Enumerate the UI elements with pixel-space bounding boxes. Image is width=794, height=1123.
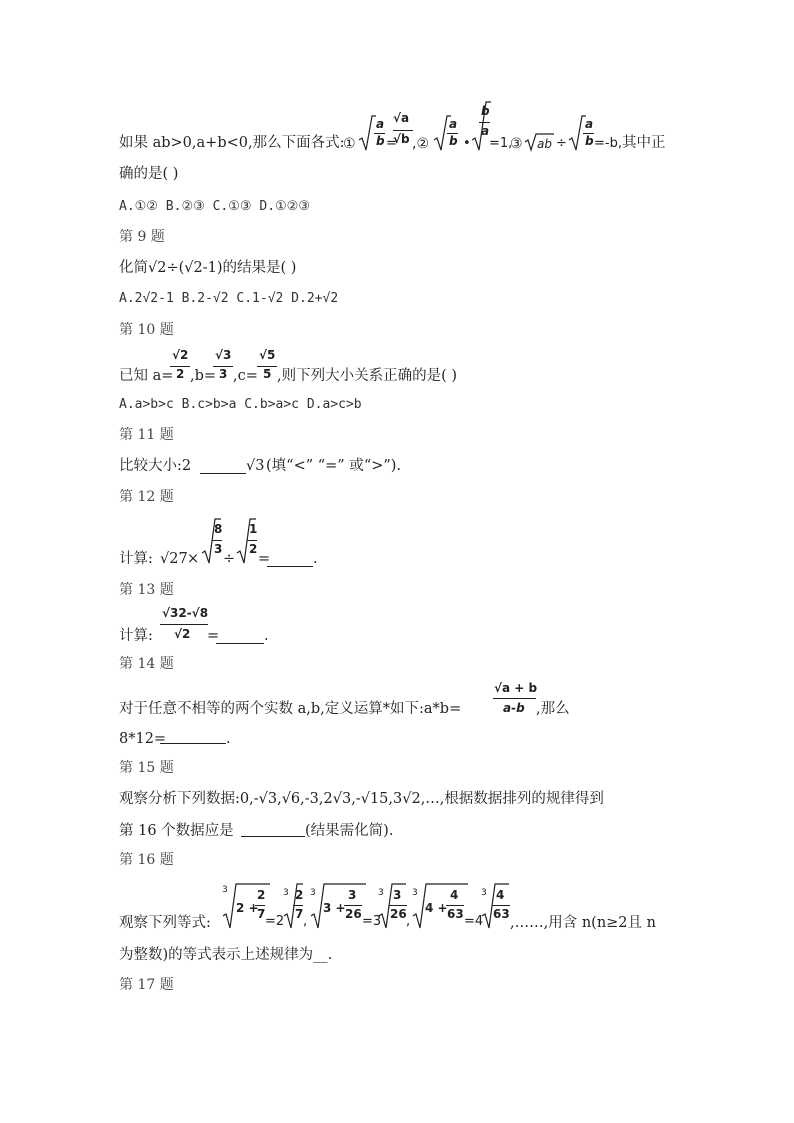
q16-e2-den: 26: [345, 907, 362, 921]
q16-e3-den: 63: [447, 907, 464, 921]
q9-options: A.2√2-1 B.2-√2 C.1-√2 D.2+√2: [119, 291, 339, 306]
q16-e1-rnum: 2: [295, 888, 304, 902]
q12-f1-bar: [212, 540, 222, 541]
q10-stem-a: 已知 a=: [119, 368, 174, 384]
q8-item3-frac-a: a: [585, 117, 594, 131]
q16-e2-eq: =3: [362, 914, 382, 929]
q8-item3-radical-sign-2: [568, 114, 586, 154]
q10-frac-b-num: √3: [215, 348, 232, 362]
q13-den: √2: [174, 627, 191, 641]
q12-div: ÷: [223, 551, 236, 567]
q11-answer-blank: [200, 473, 246, 474]
q16-e1-int: 2 +: [236, 901, 259, 915]
q8-item2-mark: ,②: [412, 136, 430, 152]
q10-frac-a-den: 2: [176, 367, 185, 381]
q8-item1-radical-sign: [358, 114, 376, 154]
q15-line2-a: 第 16 个数据应是: [119, 823, 234, 839]
q16-e3-rden: 63: [493, 907, 510, 921]
q16-line2: 为整数)的等式表示上述规律为__.: [119, 947, 333, 963]
q12-rad1: √27: [160, 551, 188, 567]
q11-stem-tail: (填“<” “=” 或“>”).: [266, 458, 402, 474]
q16-e2-rden: 26: [390, 907, 407, 921]
q12-eq: =: [258, 551, 271, 567]
q10-options: A.a>b>c B.c>b>a C.b>a>c D.a>c>b: [119, 397, 362, 412]
heading-q15: 第 15 题: [119, 760, 174, 776]
q12-f1-den: 3: [214, 542, 223, 556]
q16-e2-int: 3 +: [323, 901, 346, 915]
q8-item2-equals: =1,: [489, 136, 513, 151]
q16-e2-rnum: 3: [393, 888, 402, 902]
q8-item1-frac-b: b: [376, 134, 385, 148]
q16-e2-r-cube-index: 3: [378, 888, 384, 898]
q8-item3-mark: ③: [510, 136, 523, 152]
q16-stem-a: 观察下列等式:: [119, 915, 211, 931]
q16-e1-r-cube-index: 3: [283, 888, 289, 898]
q16-e1-cube-index: 3: [222, 885, 228, 895]
q8-options: A.①② B.②③ C.①③ D.①②③: [119, 199, 310, 214]
q8-stem-tail: 其中正: [622, 135, 666, 151]
q13-eq: =: [207, 628, 220, 644]
q16-e3-bar: [446, 905, 464, 906]
q14-den: a-b: [503, 701, 525, 715]
q16-e3-cube-index: 3: [412, 888, 418, 898]
q8-item1-mark: ①: [343, 136, 356, 152]
q14-end: .: [226, 731, 231, 747]
q11-stem-a: 比较大小:2: [119, 458, 192, 474]
q15-line2-tail: (结果需化简).: [305, 823, 394, 839]
heading-q17: 第 17 题: [119, 977, 174, 993]
q12-times: ×: [187, 551, 200, 567]
q12-stem-a: 计算:: [119, 551, 153, 567]
q8-item1-frac-a: a: [376, 117, 385, 131]
q16-e1-comma: ,: [303, 914, 308, 929]
q14-answer-blank: [160, 743, 226, 744]
q13-stem-a: 计算:: [119, 628, 153, 644]
q8-item2-dot: •: [463, 136, 471, 151]
q14-frac-bar: [493, 698, 536, 699]
q16-e1-bar: [255, 905, 265, 906]
q10-frac-c-den: 5: [263, 367, 272, 381]
heading-q12: 第 12 题: [119, 489, 174, 505]
q16-e1-rbar: [293, 905, 303, 906]
q16-e1-rden: 7: [295, 907, 304, 921]
q10-frac-a-num: √2: [172, 348, 189, 362]
q8-stem-line2: 确的是( ): [119, 166, 179, 182]
q10-stem-b: ,b=: [190, 368, 217, 384]
q14-stem-a: 对于任意不相等的两个实数 a,b,定义运算*如下:a*b=: [119, 701, 462, 717]
q8-item1-rhs-bar: [393, 130, 413, 131]
q12-f1-num: 8: [214, 522, 223, 536]
heading-q9: 第 9 题: [119, 229, 165, 245]
heading-q13: 第 13 题: [119, 582, 174, 598]
heading-q10: 第 10 题: [119, 322, 174, 338]
q14-num: √a + b: [494, 681, 538, 695]
heading-q11: 第 11 题: [119, 427, 174, 443]
q8-item1-rhs-den: √b: [393, 132, 410, 146]
q16-e3-rbar: [492, 905, 510, 906]
q8-item3-divide: ÷: [556, 136, 567, 151]
q8-item3-frac-b: b: [585, 134, 594, 148]
q8-item1-rhs-num: √a: [393, 111, 410, 125]
q16-e1-den: 7: [257, 907, 266, 921]
q12-end: .: [313, 551, 318, 567]
q8-item2-frac-b: b: [449, 134, 458, 148]
q15-line1: 观察分析下列数据:0,-√3,√6,-3,2√3,-√15,3√2,…,根据数据排列的规律得到: [119, 791, 604, 807]
heading-q14: 第 14 题: [119, 656, 174, 672]
q10-frac-c-num: √5: [259, 348, 276, 362]
q12-f2-den: 2: [249, 542, 258, 556]
q16-e1-num: 2: [257, 888, 266, 902]
q13-num: √32-√8: [162, 606, 209, 620]
q8-item2-frac-bar-2: [479, 122, 490, 123]
q16-e3-rnum: 4: [496, 888, 505, 902]
q16-e2-comma: ,: [406, 914, 411, 929]
q13-frac-bar: [160, 624, 208, 625]
q10-stem-tail: ,则下列大小关系正确的是( ): [277, 368, 458, 384]
q16-e3-num: 4: [450, 888, 459, 902]
q14-stem-tail: ,那么: [536, 701, 570, 717]
q16-e2-cube-index: 3: [310, 888, 316, 898]
q8-stem-intro: 如果 ab>0,a+b<0,那么下面各式:: [119, 135, 345, 151]
q8-item2-frac-d: a: [481, 124, 490, 138]
q13-answer-blank: [216, 643, 264, 644]
q12-f2-bar: [247, 540, 257, 541]
q9-stem: 化简√2÷(√2-1)的结果是( ): [119, 260, 297, 276]
q12-answer-blank: [267, 566, 313, 567]
heading-q16: 第 16 题: [119, 852, 174, 868]
q16-e3-r-cube-index: 3: [481, 888, 487, 898]
q8-item2-frac-a: a: [449, 117, 458, 131]
q12-f2-num: 1: [249, 522, 258, 536]
q16-e3-eq: =4: [464, 914, 484, 929]
q16-e3-int: 4 +: [425, 901, 448, 915]
q8-item2-frac-c: b: [481, 104, 490, 118]
q16-e1-eq: =2: [265, 914, 285, 929]
q14-line2: 8*12=: [119, 731, 167, 747]
q13-end: .: [264, 628, 269, 644]
q16-e2-num: 3: [348, 888, 357, 902]
q16-stem-tail: ,……,用含 n(n≥2且 n: [510, 915, 656, 931]
q8-item1-equals: =: [386, 136, 397, 151]
q15-answer-blank: [241, 836, 305, 837]
q8-item3-radicand: ab: [537, 137, 552, 151]
q16-e2-rbar: [389, 905, 407, 906]
q16-e2-bar: [344, 905, 362, 906]
q8-item3-equals: =-b,: [594, 136, 622, 151]
q10-frac-b-den: 3: [219, 367, 228, 381]
q10-stem-c: ,c=: [233, 368, 258, 384]
q11-stem-rad: √3: [246, 458, 265, 474]
